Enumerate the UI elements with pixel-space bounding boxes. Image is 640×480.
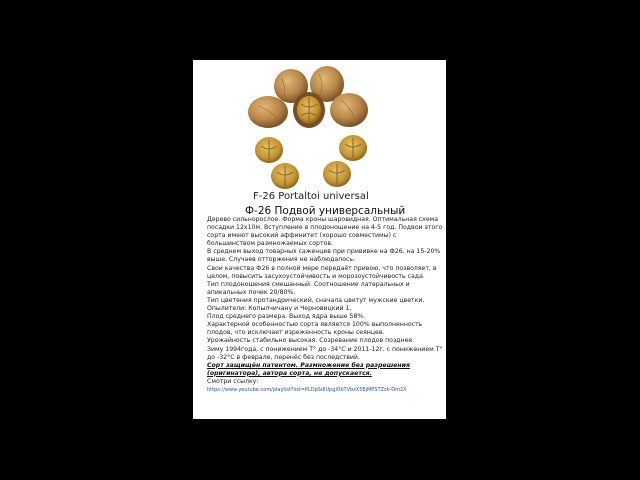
walnut-kernels: [255, 135, 367, 189]
paragraph: Тип плодоношения смешанный. Соотношение латеральных и апикальных почек 20/80%.: [207, 280, 410, 296]
paragraph: Урожайность стабильно высокая. Созревание плодов позднее.: [207, 337, 415, 345]
walnut-photo: [241, 64, 391, 194]
title-latin: F-26 Portaltoi universal: [253, 191, 369, 202]
cracked-walnut: [293, 92, 325, 128]
link-label: Смотри ссылку:: [207, 377, 259, 385]
paragraph: Свои качества Ф26 в полной мере передаёт привою, что позволяет, в целом, повысить засухоустойчивость и морозоустойчивость сада.: [207, 264, 437, 280]
paragraph: Характерной особенностью сорта является 100% выполненность плодов, что исключает изреженность кроны сеянцев.: [207, 321, 423, 337]
paragraph: Зиму 1994года, с понижением T° до -34°С и 2011-12г. с понижением T° до -32°С в феврале, перенёс без последствий.: [207, 345, 443, 361]
paragraph: Тип цветения протандрический, сначала цветут мужские цветки.: [207, 296, 425, 304]
patent-warning: Сорт защищён патентом. Размножение без разрешения (оригинатора), автора сорта, не допускается.: [207, 361, 410, 377]
description-body: [207, 216, 443, 394]
title-cyrillic: Ф-26 Подвой универсальный: [245, 205, 406, 217]
paragraph: Опылители: Копылчичану и Черновицкий 1.: [207, 305, 352, 313]
paragraph: В среднем выход товарных саженцев при прививке на Ф26, на 15-20% выше. Случаев отторжения не наблюдалось.: [207, 248, 441, 264]
paragraph: Плод среднего размера. Выход ядра выше 58%.: [207, 313, 366, 321]
document-page: [193, 60, 446, 419]
youtube-link[interactable]: https://www.youtube.com/playlist?list=PLDpSdlUpgXlbTVbzX5EjMPSTZzk-Dm2X: [207, 386, 407, 393]
paragraph: Дерево сильнорослое. Форма кроны шаровидная. Оптимальная схема посадки 12х10м. Вступление в плодоношение на 4-5 год. Подвои этого сорта имеют высокий аффинитет (хорошо совместимы) с большинством размножаемых сортов.: [207, 216, 443, 248]
